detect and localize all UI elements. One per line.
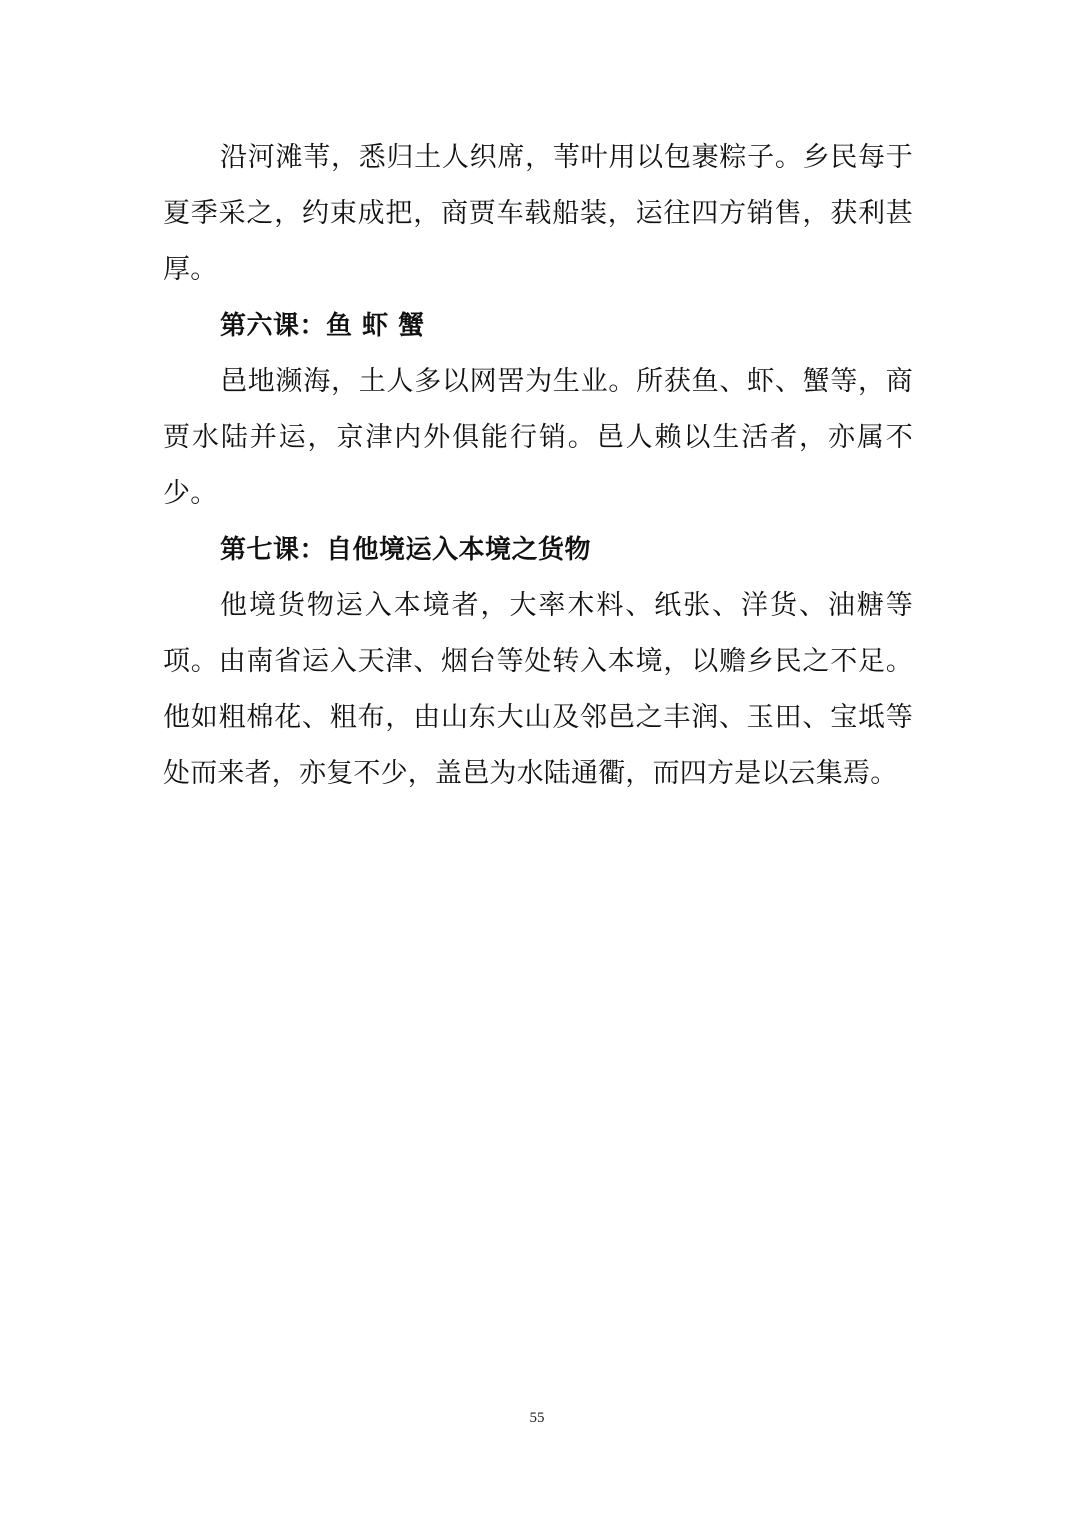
- lesson-6-heading: 第六课：鱼 虾 蟹: [220, 311, 425, 341]
- lesson-7-heading: 第七课：自他境运入本境之货物: [220, 535, 592, 565]
- paragraph-fish-shrimp-crab: 邑地濒海，土人多以网罟为生业。所获鱼、虾、蟹等，商贾水陆并运，京津内外俱能行销。邑人赖以生活者，亦属不少。: [163, 366, 913, 509]
- page-number: 55: [529, 1410, 545, 1426]
- paragraph-reed-trade: 沿河滩苇，悉归土人织席，苇叶用以包裹粽子。乡民每于夏季采之，约束成把，商贾车载船装，运往四方销售，获利甚厚。: [163, 142, 913, 285]
- paragraph-imported-goods: 他境货物运入本境者，大率木料、纸张、洋货、油糖等项。由南省运入天津、烟台等处转入本境，以赡乡民之不足。他如粗棉花、粗布，由山东大山及邻邑之丰润、玉田、宝坻等处而来者，亦复不少，盖邑为水陆通衢，而四方是以云集焉。: [163, 590, 913, 789]
- document-body: [163, 130, 913, 802]
